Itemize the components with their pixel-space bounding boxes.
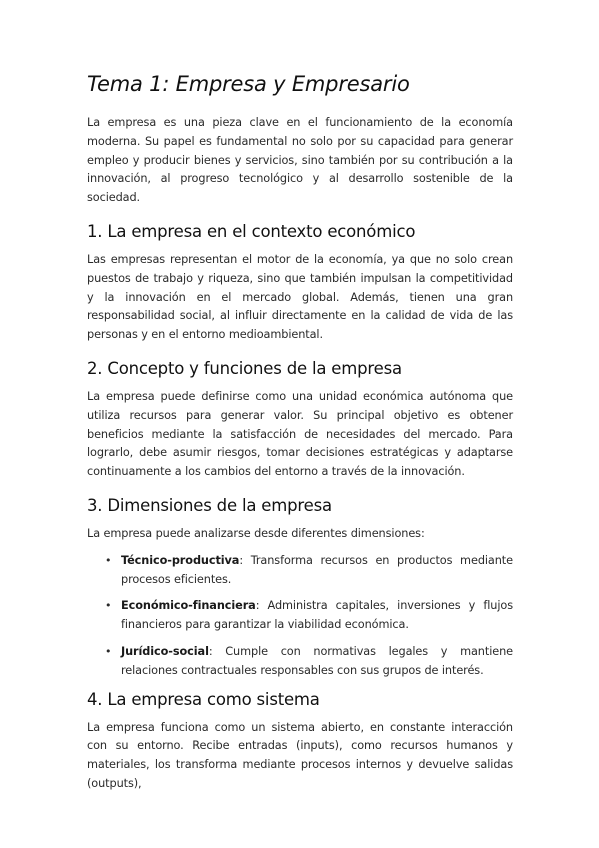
- list-item-desc: : Transforma recursos en productos mediante procesos eficientes.: [121, 553, 513, 586]
- list-item-term: Jurídico-social: [121, 644, 209, 658]
- section-paragraph-2: La empresa puede definirse como una unidad económica autónoma que utiliza recursos para generar valor. Su principal objetivo es obtener beneficios mediante la satisfacción de necesidades del mercado. Para lograrlo, debe asumir riesgos, tomar decisiones estratégicas y adaptarse continuamente a los cambios del entorno a través de la innovación.: [87, 389, 513, 479]
- bullet-icon: •: [105, 599, 112, 613]
- section-paragraph-4: La empresa funciona como un sistema abierto, en constante interacción con su entorno. Recibe entradas (inputs), como recursos humanos y materiales, los transforma mediante procesos internos y devuelve salidas (outputs),: [87, 720, 513, 790]
- section-heading-2: 2. Concepto y funciones de la empresa: [87, 358, 402, 378]
- list-item: [105, 552, 513, 590]
- intro-paragraph: La empresa es una pieza clave en el funcionamiento de la economía moderna. Su papel es fundamental no solo por su capacidad para generar empleo y producir bienes y servicios, sino también por su contribución a la innovación, al progreso tecnológico y al desarrollo sostenible de la sociedad.: [87, 116, 513, 205]
- page-title: Tema 1: Empresa y Empresario: [87, 72, 410, 96]
- document-page: [87, 72, 513, 808]
- list-item-term: Económico-financiera: [121, 599, 256, 613]
- list-item: [105, 643, 513, 681]
- list-item-desc: : Administra capitales, inversiones y flujos financieros para garantizar la viabilidad económica.: [121, 599, 513, 632]
- bullet-icon: •: [105, 644, 112, 658]
- section-heading-4: 4. La empresa como sistema: [87, 689, 320, 709]
- bullet-icon: •: [105, 553, 112, 567]
- section-heading-1: 1. La empresa en el contexto económico: [87, 221, 416, 241]
- section-heading-3: 3. Dimensiones de la empresa: [87, 495, 332, 515]
- section-paragraph-1: Las empresas representan el motor de la economía, ya que no solo crean puestos de trabajo y riqueza, sino que también impulsan la competitividad y la innovación en el mercado global. Además, tienen una gran responsabilidad social, al influir directamente en la calidad de vida de las personas y en el entorno medioambiental.: [87, 252, 513, 342]
- list-item-desc: : Cumple con normativas legales y mantiene relaciones contractuales responsables con sus grupos de interés.: [121, 644, 513, 677]
- list-item: [105, 597, 513, 635]
- dimensions-list: [87, 552, 513, 681]
- list-item-term: Técnico-productiva: [121, 553, 240, 567]
- section-paragraph-3: La empresa puede analizarse desde diferentes dimensiones:: [87, 526, 425, 540]
